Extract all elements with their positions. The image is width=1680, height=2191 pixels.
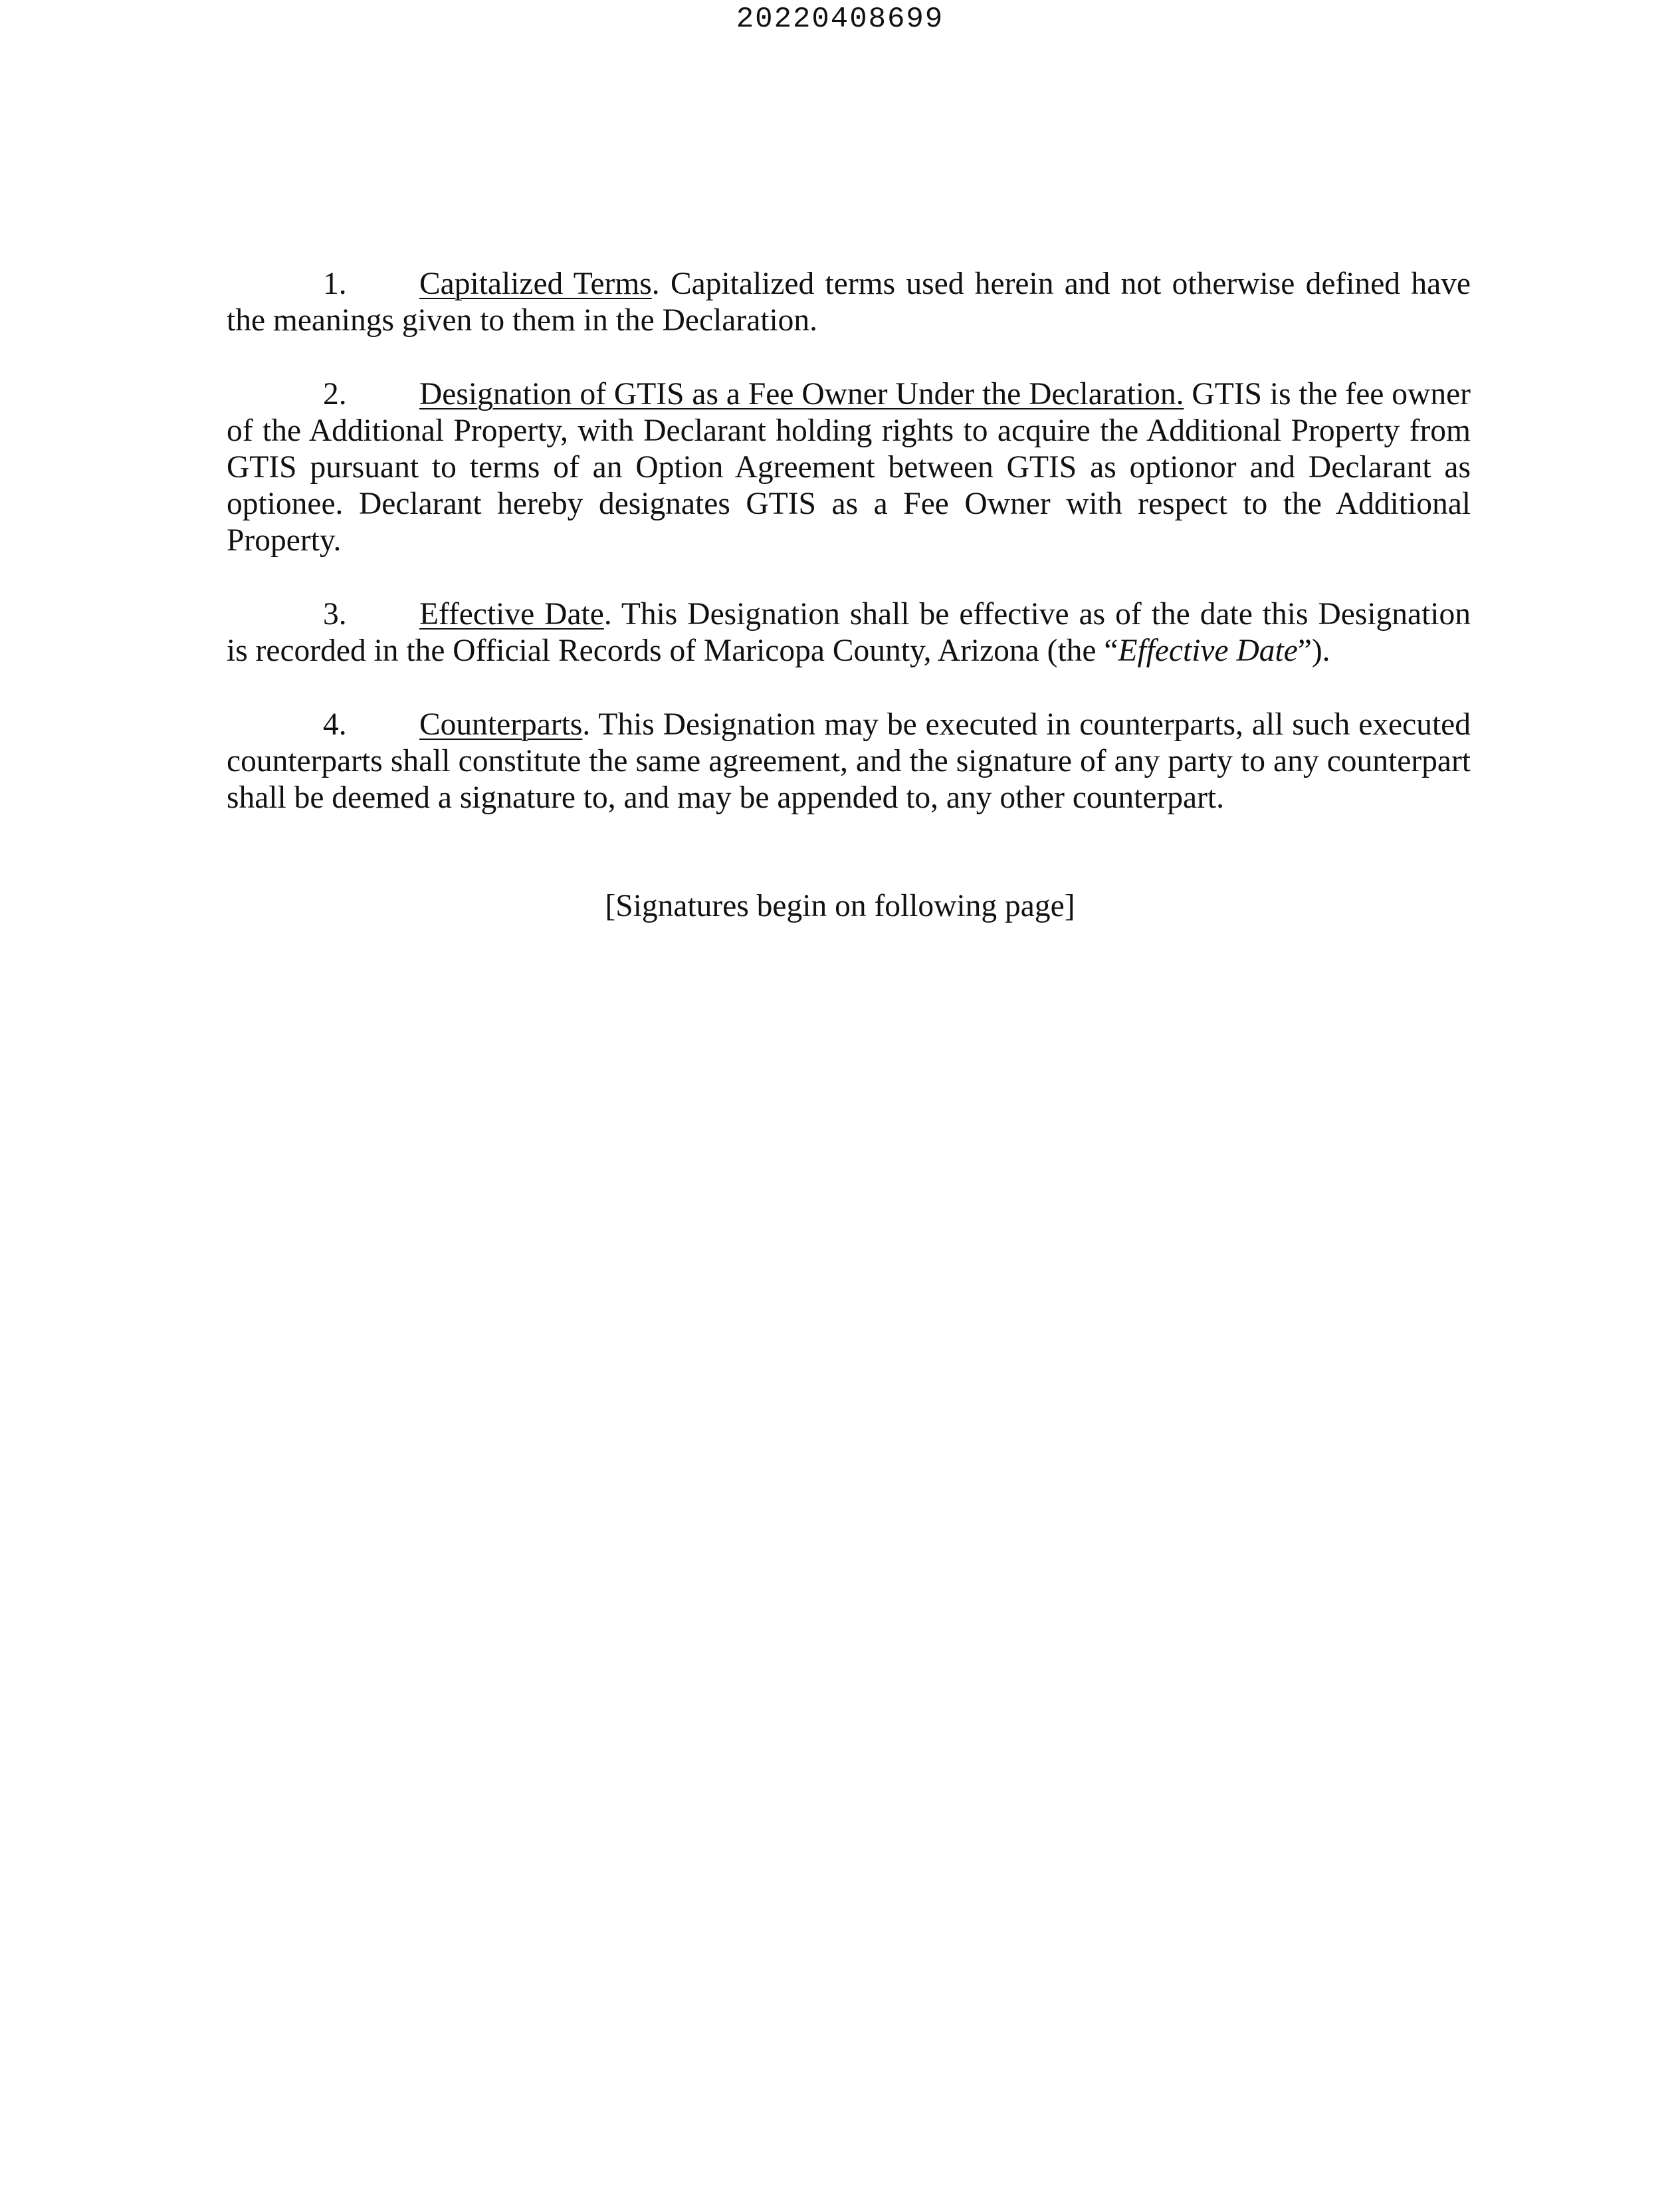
signatures-note: [Signatures begin on following page]: [605, 889, 1075, 923]
document-body: [227, 266, 1471, 854]
heading-punctuation: .: [603, 597, 612, 632]
heading-punctuation: .: [582, 707, 591, 742]
paragraph-heading: Capitalized Terms: [419, 267, 652, 301]
paragraph-text: This Designation may be executed in counterparts, all such executed counterparts shall constitute the same agreement, and the signature of any party to any counterpart shall be deemed a signature to, and may be appended to, any other counterpart.: [227, 707, 1471, 815]
paragraph-number: 3.: [323, 597, 347, 632]
paragraph-heading: Effective Date: [419, 597, 604, 632]
paragraph-text: This Designation shall be effective as of the date this Designation is recorded in the Official Records of Maricopa County, Arizona (the “: [227, 597, 1471, 668]
paragraph-number: 1.: [323, 267, 347, 301]
defined-term: Effective Date: [1118, 634, 1298, 668]
paragraph-text-after: ”).: [1297, 634, 1330, 668]
paragraph-heading: Counterparts: [419, 707, 583, 742]
paragraph-counterparts: [227, 707, 1471, 816]
paragraph-effective-date: [227, 596, 1471, 669]
paragraph-capitalized-terms: [227, 266, 1471, 339]
recording-number: 20220408699: [736, 3, 944, 36]
paragraph-designation: [227, 376, 1471, 559]
paragraph-number: 4.: [323, 707, 347, 742]
paragraph-text: Capitalized terms used herein and not otherwise defined have the meanings given to them in the Declaration.: [227, 267, 1471, 338]
paragraph-heading: Designation of GTIS as a Fee Owner Under the Declaration.: [419, 377, 1184, 411]
paragraph-number: 2.: [323, 377, 347, 411]
paragraph-text: GTIS is the fee owner of the Additional Property, with Declarant holding rights to acquire the Additional Property from GTIS pursuant to terms of an Option Agreement between GTIS as optionor and Declarant as optionee. Declarant hereby designates GTIS as a Fee Owner with respect to the Additional Property.: [227, 377, 1471, 558]
heading-punctuation: .: [651, 267, 660, 301]
